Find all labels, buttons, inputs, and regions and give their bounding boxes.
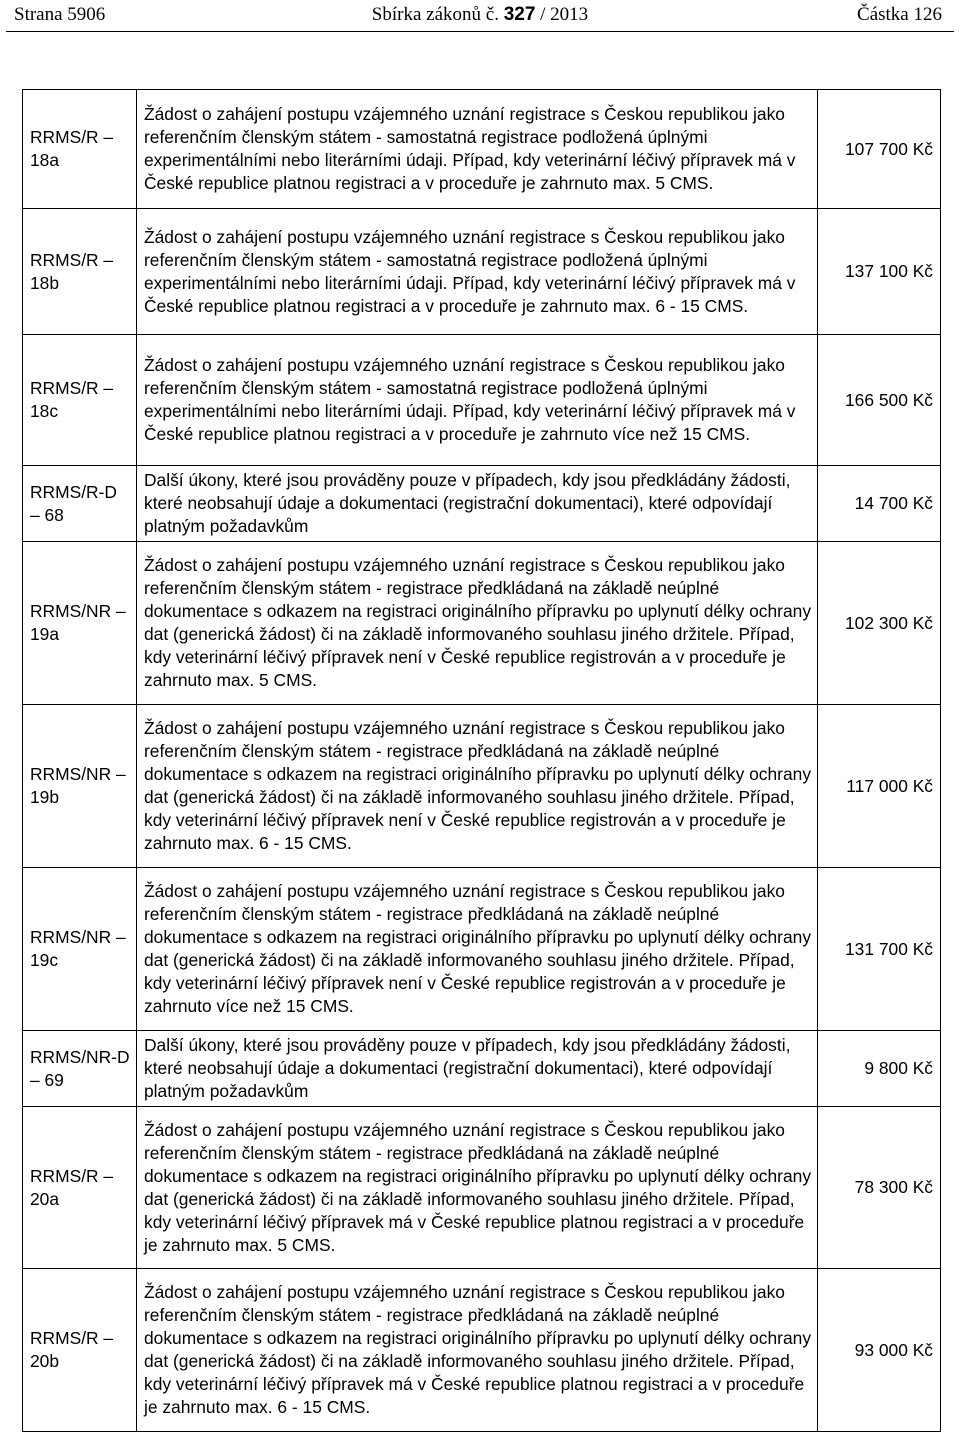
page-number: Strana 5906	[14, 4, 106, 25]
collection-label: Sbírka zákonů č.	[371, 4, 499, 25]
collection-title	[0, 4, 960, 26]
fee-code: RRMS/NR-D – 69	[23, 1031, 137, 1107]
table-row	[23, 542, 941, 705]
table-row	[23, 466, 941, 542]
fee-code: RRMS/R-D – 68	[23, 466, 137, 542]
fee-description: Žádost o zahájení postupu vzájemného uznání registrace s Českou republikou jako referenčním členským státem - registrace předkládaná na základě neúplné dokumentace s odkazem na registraci originálního přípravku po uplynutí délky ochrany dat (generická žádost) či na základě informovaného souhlasu jiného držitele. Případ, kdy veterinární léčivý přípravek není v České republice registrován a v proceduře je zahrnuto max. 5 CMS.	[137, 542, 818, 705]
table-row	[23, 868, 941, 1031]
fee-amount: 107 700 Kč	[818, 90, 941, 209]
fee-description: Žádost o zahájení postupu vzájemného uznání registrace s Českou republikou jako referenčním členským státem - registrace předkládaná na základě neúplné dokumentace s odkazem na registraci originálního přípravku po uplynutí délky ochrany dat (generická žádost) či na základě informovaného souhlasu jiného držitele. Případ, kdy veterinární léčivý přípravek není v České republice registrován a v proceduře je zahrnuto max. 6 - 15 CMS.	[137, 705, 818, 868]
part-number: Částka 126	[857, 4, 942, 25]
fee-description: Další úkony, které jsou prováděny pouze v případech, kdy jsou předkládány žádosti, které neobsahují údaje a dokumentaci (registrační dokumentaci), které odpovídají platným požadavkům	[137, 466, 818, 542]
fee-amount: 117 000 Kč	[818, 705, 941, 868]
fee-amount: 102 300 Kč	[818, 542, 941, 705]
fee-amount: 137 100 Kč	[818, 209, 941, 335]
fee-description: Další úkony, které jsou prováděny pouze v případech, kdy jsou předkládány žádosti, které neobsahují údaje a dokumentaci (registrační dokumentaci), které odpovídají platným požadavkům	[137, 1031, 818, 1107]
fee-amount: 78 300 Kč	[818, 1107, 941, 1269]
fee-description: Žádost o zahájení postupu vzájemného uznání registrace s Českou republikou jako referenčním členským státem - registrace předkládaná na základě neúplné dokumentace s odkazem na registraci originálního přípravku po uplynutí délky ochrany dat (generická žádost) či na základě informovaného souhlasu jiného držitele. Případ, kdy veterinární léčivý přípravek není v České republice registrován a v proceduře je zahrnuto více než 15 CMS.	[137, 868, 818, 1031]
fee-description: Žádost o zahájení postupu vzájemného uznání registrace s Českou republikou jako referenčním členským státem - samostatná registrace podložená úplnými experimentálními nebo literárními údaji. Případ, kdy veterinární léčivý přípravek má v České republice platnou registraci a v proceduře je zahrnuto více než 15 CMS.	[137, 335, 818, 466]
fee-amount: 9 800 Kč	[818, 1031, 941, 1107]
fee-code: RRMS/NR – 19b	[23, 705, 137, 868]
fee-amount: 166 500 Kč	[818, 335, 941, 466]
fee-code: RRMS/R – 18c	[23, 335, 137, 466]
fee-code: RRMS/NR – 19a	[23, 542, 137, 705]
header-divider	[6, 31, 954, 32]
fee-code: RRMS/R – 20b	[23, 1269, 137, 1432]
fee-amount: 93 000 Kč	[818, 1269, 941, 1432]
table-row	[23, 1031, 941, 1107]
fee-description: Žádost o zahájení postupu vzájemného uznání registrace s Českou republikou jako referenčním členským státem - samostatná registrace podložená úplnými experimentálními nebo literárními údaji. Případ, kdy veterinární léčivý přípravek má v České republice platnou registraci a v proceduře je zahrnuto max. 5 CMS.	[137, 90, 818, 209]
page-header	[0, 0, 960, 32]
fee-code: RRMS/R – 18b	[23, 209, 137, 335]
table-row	[23, 209, 941, 335]
law-number: 327	[503, 4, 536, 25]
table-row	[23, 335, 941, 466]
fee-amount: 14 700 Kč	[818, 466, 941, 542]
fee-code: RRMS/R – 18a	[23, 90, 137, 209]
fee-table	[22, 89, 941, 1432]
fee-description: Žádost o zahájení postupu vzájemného uznání registrace s Českou republikou jako referenčním členským státem - registrace předkládaná na základě neúplné dokumentace s odkazem na registraci originálního přípravku po uplynutí délky ochrany dat (generická žádost) či na základě informovaného souhlasu jiného držitele. Případ, kdy veterinární léčivý přípravek má v České republice platnou registraci a v proceduře je zahrnuto max. 5 CMS.	[137, 1107, 818, 1269]
law-year: / 2013	[540, 4, 589, 25]
fee-code: RRMS/NR – 19c	[23, 868, 137, 1031]
fee-description: Žádost o zahájení postupu vzájemného uznání registrace s Českou republikou jako referenčním členským státem - samostatná registrace podložená úplnými experimentálními nebo literárními údaji. Případ, kdy veterinární léčivý přípravek má v České republice platnou registraci a v proceduře je zahrnuto max. 6 - 15 CMS.	[137, 209, 818, 335]
table-row	[23, 1269, 941, 1432]
fee-amount: 131 700 Kč	[818, 868, 941, 1031]
table-row	[23, 90, 941, 209]
fee-description: Žádost o zahájení postupu vzájemného uznání registrace s Českou republikou jako referenčním členským státem - registrace předkládaná na základě neúplné dokumentace s odkazem na registraci originálního přípravku po uplynutí délky ochrany dat (generická žádost) či na základě informovaného souhlasu jiného držitele. Případ, kdy veterinární léčivý přípravek má v České republice platnou registraci a v proceduře je zahrnuto max. 6 - 15 CMS.	[137, 1269, 818, 1432]
table-row	[23, 1107, 941, 1269]
table-row	[23, 705, 941, 868]
fee-code: RRMS/R – 20a	[23, 1107, 137, 1269]
